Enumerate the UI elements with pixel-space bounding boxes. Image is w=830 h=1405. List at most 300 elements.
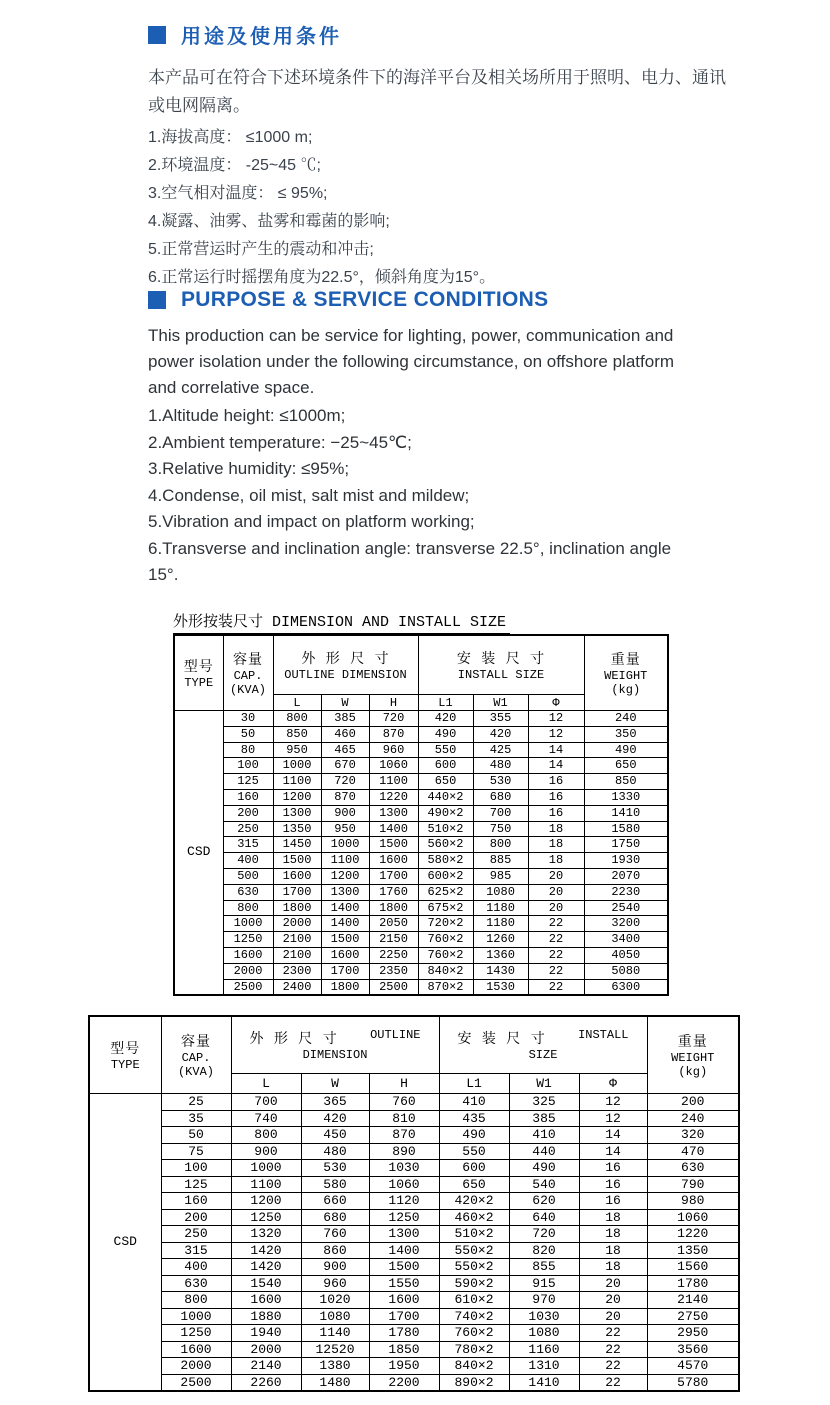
data-cell: 470 (647, 1143, 739, 1160)
data-cell: 465 (321, 742, 369, 758)
data-cell: 700 (231, 1094, 301, 1111)
data-cell: 1140 (301, 1325, 369, 1342)
data-cell: 385 (321, 711, 369, 727)
data-cell: 20 (579, 1275, 647, 1292)
header-outline-dimension: 外 形 尺 寸 OUTLINE DIMENSION (231, 1016, 439, 1074)
data-cell: 860 (301, 1242, 369, 1259)
data-cell: 1780 (369, 1325, 439, 1342)
data-cell: 680 (473, 789, 528, 805)
data-cell: 1160 (509, 1341, 579, 1358)
data-cell: 1780 (647, 1275, 739, 1292)
data-cell: 1220 (369, 789, 418, 805)
data-cell: 550×2 (439, 1242, 509, 1259)
dimension-table-1-block (173, 610, 669, 996)
data-cell: 160 (223, 789, 273, 805)
data-cell: 960 (369, 742, 418, 758)
data-cell: 6300 (584, 979, 668, 995)
data-cell: 1800 (321, 979, 369, 995)
table-row (174, 853, 668, 869)
data-cell: 1700 (321, 963, 369, 979)
data-cell: 3560 (647, 1341, 739, 1358)
data-cell: 1320 (231, 1226, 301, 1243)
data-cell: 1120 (369, 1193, 439, 1210)
data-cell: 18 (579, 1209, 647, 1226)
data-cell: 18 (528, 853, 584, 869)
data-cell: 1080 (473, 884, 528, 900)
header-capacity: 容量 CAP. (KVA) (223, 635, 273, 711)
table-row (174, 916, 668, 932)
data-cell: 20 (528, 868, 584, 884)
data-cell: 1250 (369, 1209, 439, 1226)
data-cell: 1000 (161, 1308, 231, 1325)
data-cell: 1060 (369, 1176, 439, 1193)
data-cell: 650 (584, 758, 668, 774)
data-cell: 1560 (647, 1259, 739, 1276)
data-cell: 1530 (473, 979, 528, 995)
data-cell: 1000 (273, 758, 321, 774)
data-cell: 870 (369, 1127, 439, 1144)
data-cell: 2500 (223, 979, 273, 995)
data-cell: 100 (161, 1160, 231, 1177)
data-cell: 480 (473, 758, 528, 774)
subheader-L1: L1 (439, 1074, 509, 1094)
list-item: 4.Condense, oil mist, salt mist and mildew; (148, 485, 470, 505)
type-cell: CSD (89, 1094, 161, 1392)
data-cell: 1000 (223, 916, 273, 932)
data-cell: 720 (369, 711, 418, 727)
data-cell: 1930 (584, 853, 668, 869)
data-cell: 600 (418, 758, 473, 774)
data-cell: 560×2 (418, 837, 473, 853)
data-cell: 2230 (584, 884, 668, 900)
data-cell: 760×2 (418, 932, 473, 948)
table-row (89, 1127, 739, 1144)
data-cell: 760 (369, 1094, 439, 1111)
data-cell: 18 (528, 837, 584, 853)
data-cell: 1380 (301, 1358, 369, 1375)
data-cell: 440×2 (418, 789, 473, 805)
data-cell: 16 (579, 1176, 647, 1193)
data-cell: 1200 (231, 1193, 301, 1210)
data-cell: 16 (528, 789, 584, 805)
data-cell: 1420 (231, 1259, 301, 1276)
data-cell: 22 (528, 947, 584, 963)
data-cell: 1500 (369, 837, 418, 853)
data-cell: 1400 (369, 821, 418, 837)
data-cell: 890×2 (439, 1374, 509, 1391)
data-cell: 320 (647, 1127, 739, 1144)
table-row (89, 1358, 739, 1375)
data-cell: 590×2 (439, 1275, 509, 1292)
data-cell: 1950 (369, 1358, 439, 1375)
data-cell: 350 (584, 726, 668, 742)
table-row (174, 821, 668, 837)
data-cell: 1300 (321, 884, 369, 900)
data-cell: 1600 (321, 947, 369, 963)
data-cell: 810 (369, 1110, 439, 1127)
data-cell: 1080 (509, 1325, 579, 1342)
data-cell: 5780 (647, 1374, 739, 1391)
data-cell: 740 (231, 1110, 301, 1127)
data-cell: 240 (584, 711, 668, 727)
data-cell: 1300 (369, 805, 418, 821)
data-cell: 250 (161, 1226, 231, 1243)
data-cell: 740×2 (439, 1308, 509, 1325)
data-cell: 1540 (231, 1275, 301, 1292)
section-purpose-service-conditions-en (148, 288, 693, 589)
data-cell: 1480 (301, 1374, 369, 1391)
list-item: 2.Ambient temperature: −25~45℃; (148, 432, 412, 452)
data-cell: 1800 (273, 900, 321, 916)
data-cell: 960 (301, 1275, 369, 1292)
data-cell: 1700 (369, 1308, 439, 1325)
data-cell: 20 (579, 1308, 647, 1325)
data-cell: 1180 (473, 916, 528, 932)
table-row (89, 1275, 739, 1292)
data-cell: 870 (321, 789, 369, 805)
data-cell: 1200 (273, 789, 321, 805)
data-cell: 1310 (509, 1358, 579, 1375)
header-weight: 重量 WEIGHT (kg) (647, 1016, 739, 1094)
data-cell: 125 (223, 774, 273, 790)
data-cell: 22 (579, 1341, 647, 1358)
data-cell: 530 (473, 774, 528, 790)
data-cell: 1080 (301, 1308, 369, 1325)
data-cell: 1030 (369, 1160, 439, 1177)
data-cell: 850 (273, 726, 321, 742)
data-cell: 490×2 (418, 805, 473, 821)
type-cell: CSD (174, 711, 223, 996)
data-cell: 1550 (369, 1275, 439, 1292)
data-cell: 325 (509, 1094, 579, 1111)
data-cell: 1750 (584, 837, 668, 853)
data-cell: 510×2 (418, 821, 473, 837)
list-item: 2.环境温度： -25~45 ℃; (148, 157, 321, 174)
data-cell: 2140 (231, 1358, 301, 1375)
data-cell: 1410 (584, 805, 668, 821)
data-cell: 30 (223, 711, 273, 727)
data-cell: 1600 (273, 868, 321, 884)
data-cell: 14 (528, 742, 584, 758)
data-cell: 800 (231, 1127, 301, 1144)
data-cell: 20 (528, 884, 584, 900)
section-bullet-icon (148, 291, 166, 309)
subheader-H: H (369, 1074, 439, 1094)
list-item: 3.Relative humidity: ≤95%; (148, 459, 350, 478)
section-bullet-icon (148, 26, 166, 44)
data-cell: 670 (321, 758, 369, 774)
data-cell: 1350 (273, 821, 321, 837)
data-cell: 530 (301, 1160, 369, 1177)
data-cell: 14 (579, 1127, 647, 1144)
data-cell: 915 (509, 1275, 579, 1292)
data-cell: 355 (473, 711, 528, 727)
data-cell: 4050 (584, 947, 668, 963)
data-cell: 420 (418, 711, 473, 727)
data-cell: 16 (528, 805, 584, 821)
subheader-W: W (321, 695, 369, 711)
data-cell: 22 (579, 1358, 647, 1375)
data-cell: 2100 (273, 932, 321, 948)
data-cell: 2000 (161, 1358, 231, 1375)
data-cell: 12 (528, 726, 584, 742)
data-cell: 1500 (369, 1259, 439, 1276)
data-cell: 680 (301, 1209, 369, 1226)
data-cell: 800 (473, 837, 528, 853)
data-cell: 2400 (273, 979, 321, 995)
data-cell: 650 (418, 774, 473, 790)
data-cell: 630 (161, 1275, 231, 1292)
data-cell: 1180 (473, 900, 528, 916)
header-capacity: 容量 CAP. (KVA) (161, 1016, 231, 1094)
table-row (174, 884, 668, 900)
data-cell: 870 (369, 726, 418, 742)
data-cell: 890 (369, 1143, 439, 1160)
data-cell: 550 (439, 1143, 509, 1160)
data-cell: 200 (223, 805, 273, 821)
list-item: 6.Transverse and inclination angle: transverse 22.5°, inclination angle 15°. (148, 538, 672, 584)
data-cell: 2250 (369, 947, 418, 963)
table-row (89, 1292, 739, 1309)
data-cell: 1000 (231, 1160, 301, 1177)
data-cell: 550 (418, 742, 473, 758)
data-cell: 50 (223, 726, 273, 742)
header-type: 型号 TYPE (89, 1016, 161, 1094)
list-item: 6.正常运行时摇摆角度为22.5°，倾斜角度为15°。 (148, 269, 496, 286)
data-cell: 2200 (369, 1374, 439, 1391)
data-cell: 1100 (231, 1176, 301, 1193)
data-cell: 22 (528, 932, 584, 948)
header-install-size: 安 装 尺 寸 INSTALL SIZE (439, 1016, 647, 1074)
table-row (89, 1341, 739, 1358)
data-cell: 2000 (223, 963, 273, 979)
data-cell: 16 (579, 1160, 647, 1177)
data-cell: 420×2 (439, 1193, 509, 1210)
data-cell: 2950 (647, 1325, 739, 1342)
data-cell: 850 (584, 774, 668, 790)
data-cell: 420 (301, 1110, 369, 1127)
list-item: 3.空气相对温度： ≤ 95%; (148, 185, 328, 202)
data-cell: 800 (161, 1292, 231, 1309)
data-cell: 900 (231, 1143, 301, 1160)
data-cell: 625×2 (418, 884, 473, 900)
subheader-L: L (231, 1074, 301, 1094)
data-cell: 1800 (369, 900, 418, 916)
data-cell: 780×2 (439, 1341, 509, 1358)
section-title-en: PURPOSE & SERVICE CONDITIONS (181, 288, 549, 311)
data-cell: 630 (647, 1160, 739, 1177)
data-cell: 980 (647, 1193, 739, 1210)
dimension-table-2-block (88, 1015, 740, 1392)
data-cell: 18 (528, 821, 584, 837)
data-cell: 20 (528, 900, 584, 916)
data-cell: 12 (579, 1094, 647, 1111)
data-cell: 1060 (647, 1209, 739, 1226)
data-cell: 14 (528, 758, 584, 774)
data-cell: 720×2 (418, 916, 473, 932)
data-cell: 1420 (231, 1242, 301, 1259)
data-cell: 3400 (584, 932, 668, 948)
data-cell: 50 (161, 1127, 231, 1144)
data-cell: 1000 (321, 837, 369, 853)
data-cell: 160 (161, 1193, 231, 1210)
data-cell: 700 (473, 805, 528, 821)
data-cell: 1400 (321, 900, 369, 916)
data-cell: 35 (161, 1110, 231, 1127)
data-cell: 410 (509, 1127, 579, 1144)
data-cell: 1260 (473, 932, 528, 948)
data-cell: 315 (223, 837, 273, 853)
table-row (174, 774, 668, 790)
dimension-install-table-1 (173, 634, 669, 996)
table-row (174, 789, 668, 805)
table1-title: 外形按装尺寸 DIMENSION AND INSTALL SIZE (173, 610, 510, 634)
table-row (89, 1226, 739, 1243)
data-cell: 400 (223, 853, 273, 869)
data-cell: 820 (509, 1242, 579, 1259)
data-cell: 2350 (369, 963, 418, 979)
data-cell: 1300 (273, 805, 321, 821)
data-cell: 885 (473, 853, 528, 869)
data-cell: 1100 (369, 774, 418, 790)
subheader-L: L (273, 695, 321, 711)
data-cell: 1600 (223, 947, 273, 963)
data-cell: 1100 (273, 774, 321, 790)
data-cell: 200 (161, 1209, 231, 1226)
subheader-H: H (369, 695, 418, 711)
table-row (174, 947, 668, 963)
data-cell: 2000 (273, 916, 321, 932)
data-cell: 1300 (369, 1226, 439, 1243)
data-cell: 22 (528, 963, 584, 979)
data-cell: 675×2 (418, 900, 473, 916)
section-usage-conditions-zh (148, 20, 726, 292)
data-cell: 250 (223, 821, 273, 837)
data-cell: 1600 (231, 1292, 301, 1309)
data-cell: 18 (579, 1242, 647, 1259)
data-cell: 100 (223, 758, 273, 774)
paragraph-en: This production can be service for lighting, power, communication and power isolation under the following circumstance, on offshore platform and correlative space. (148, 326, 675, 397)
data-cell: 2750 (647, 1308, 739, 1325)
header-outline-dimension: 外 形 尺 寸 OUTLINE DIMENSION (273, 635, 418, 695)
data-cell: 950 (273, 742, 321, 758)
data-cell: 2500 (161, 1374, 231, 1391)
data-cell: 840×2 (439, 1358, 509, 1375)
data-cell: 1600 (369, 853, 418, 869)
table-row (89, 1094, 739, 1111)
data-cell: 16 (528, 774, 584, 790)
table-row (174, 837, 668, 853)
data-cell: 425 (473, 742, 528, 758)
data-cell: 22 (579, 1325, 647, 1342)
data-cell: 840×2 (418, 963, 473, 979)
header-weight: 重量 WEIGHT (kg) (584, 635, 668, 711)
data-cell: 620 (509, 1193, 579, 1210)
data-cell: 1250 (161, 1325, 231, 1342)
data-cell: 410 (439, 1094, 509, 1111)
data-cell: 580×2 (418, 853, 473, 869)
list-item: 1.海拔高度： ≤1000 m; (148, 129, 313, 146)
list-item: 5.正常营运时产生的震动和冲击; (148, 241, 374, 258)
data-cell: 490 (509, 1160, 579, 1177)
condition-list-zh (148, 124, 726, 292)
data-cell: 660 (301, 1193, 369, 1210)
data-cell: 1760 (369, 884, 418, 900)
subheader-W1: W1 (473, 695, 528, 711)
data-cell: 2100 (273, 947, 321, 963)
data-cell: 650 (439, 1176, 509, 1193)
subheader-W: W (301, 1074, 369, 1094)
table-row (89, 1193, 739, 1210)
data-cell: 2500 (369, 979, 418, 995)
dimension-install-table-2 (88, 1015, 740, 1392)
list-item: 4.凝露、油雾、盐雾和霉菌的影响; (148, 213, 390, 230)
data-cell: 1220 (647, 1226, 739, 1243)
data-cell: 760×2 (439, 1325, 509, 1342)
data-cell: 750 (473, 821, 528, 837)
data-cell: 1850 (369, 1341, 439, 1358)
section-header-en (148, 288, 693, 312)
section-title-zh: 用途及使用条件 (181, 26, 342, 48)
data-cell: 75 (161, 1143, 231, 1160)
data-cell: 640 (509, 1209, 579, 1226)
table-row (89, 1308, 739, 1325)
table-row (174, 979, 668, 995)
data-cell: 2140 (647, 1292, 739, 1309)
data-cell: 1250 (231, 1209, 301, 1226)
data-cell: 950 (321, 821, 369, 837)
subheader-phi: Φ (579, 1074, 647, 1094)
data-cell: 435 (439, 1110, 509, 1127)
data-cell: 970 (509, 1292, 579, 1309)
data-cell: 1450 (273, 837, 321, 853)
data-cell: 2300 (273, 963, 321, 979)
data-cell: 900 (321, 805, 369, 821)
data-cell: 800 (273, 711, 321, 727)
data-cell: 720 (509, 1226, 579, 1243)
data-cell: 480 (301, 1143, 369, 1160)
table-row (174, 726, 668, 742)
data-cell: 630 (223, 884, 273, 900)
data-cell: 1410 (509, 1374, 579, 1391)
data-cell: 610×2 (439, 1292, 509, 1309)
table-row (89, 1259, 739, 1276)
data-cell: 16 (579, 1193, 647, 1210)
data-cell: 2000 (231, 1341, 301, 1358)
data-cell: 80 (223, 742, 273, 758)
data-cell: 985 (473, 868, 528, 884)
data-cell: 3200 (584, 916, 668, 932)
data-cell: 200 (647, 1094, 739, 1111)
data-cell: 18 (579, 1226, 647, 1243)
data-cell: 420 (473, 726, 528, 742)
header-type: 型号 TYPE (174, 635, 223, 711)
data-cell: 760 (301, 1226, 369, 1243)
data-cell: 22 (528, 979, 584, 995)
data-cell: 400 (161, 1259, 231, 1276)
table-row (174, 805, 668, 821)
table-row (174, 963, 668, 979)
data-cell: 440 (509, 1143, 579, 1160)
data-cell: 720 (321, 774, 369, 790)
table-row (89, 1160, 739, 1177)
data-cell: 490 (418, 726, 473, 742)
table-row (89, 1325, 739, 1342)
table-row (174, 932, 668, 948)
data-cell: 2050 (369, 916, 418, 932)
table-row (174, 711, 668, 727)
table-row (89, 1143, 739, 1160)
